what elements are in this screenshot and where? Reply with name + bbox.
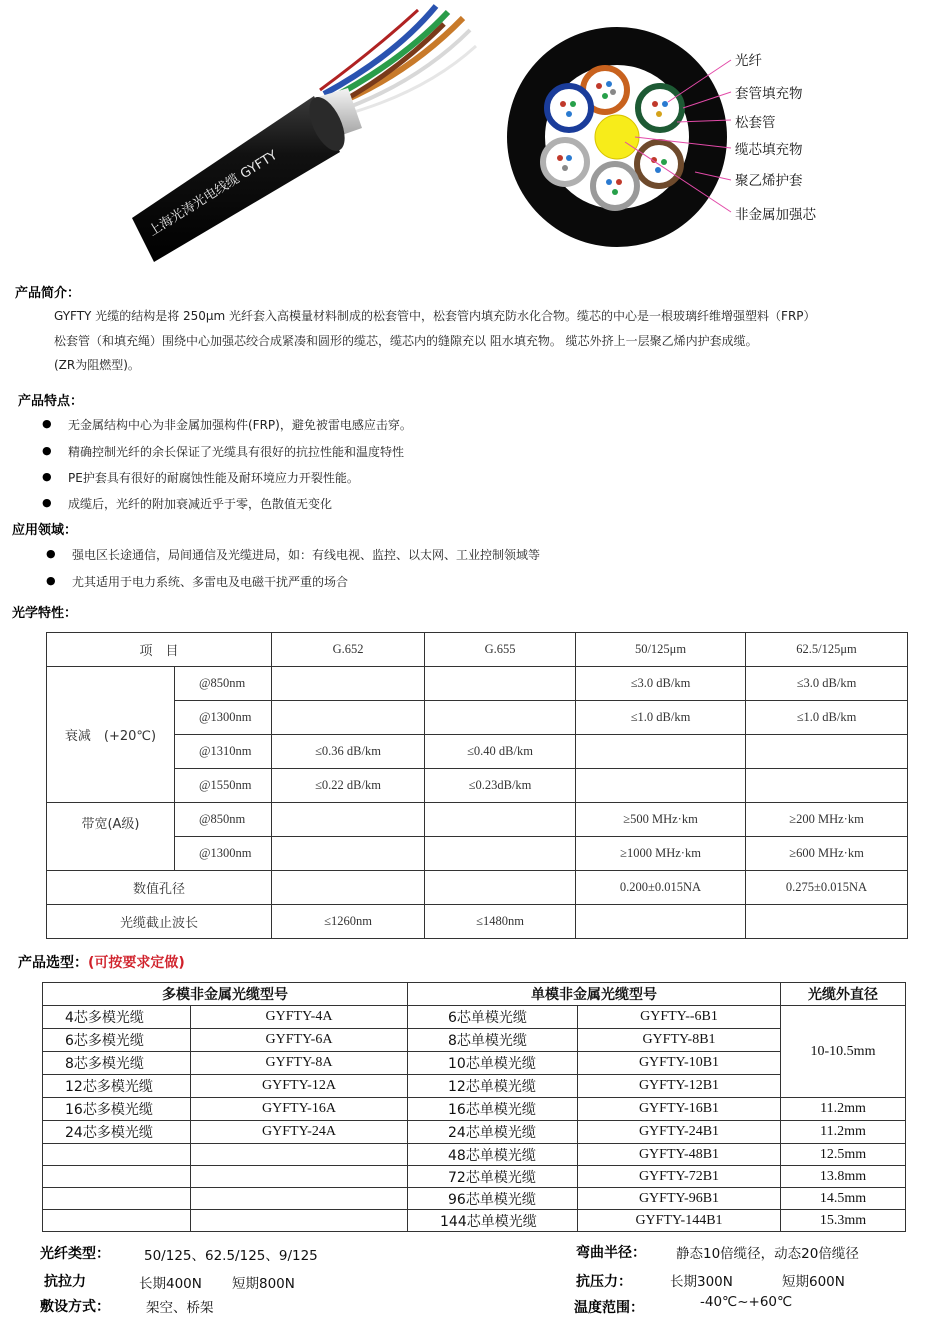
sm-model-cell: GYFTY-144B1 (578, 1210, 781, 1232)
value-cell (576, 735, 746, 769)
table-row (43, 1052, 906, 1075)
table-row (43, 1121, 906, 1144)
frp-strength-member (595, 115, 639, 159)
value-cell: ≤1.0 dB/km (746, 701, 908, 735)
intro-line-2: 松套管（和填充绳）围绕中心加强芯绞合成紧凑和圆形的缆芯，缆芯内的缝隙充以 阻水填充物。 缆芯外挤上一层聚乙烯内护套成缆。 (54, 334, 758, 348)
table-row (47, 735, 908, 769)
feature-item-4: 成缆后，光纤的附加衰减近乎于零，色散值无变化 (68, 497, 333, 511)
value-cell (746, 905, 908, 939)
feature-item-2: 精确控制光纤的余长保证了光缆具有很好的抗拉性能和温度特性 (68, 445, 405, 459)
header-mm625: 62.5/125μm (746, 633, 908, 667)
mm-model-cell (191, 1166, 408, 1188)
bullet-icon: ● (42, 417, 52, 430)
sm-name-cell: 10芯单模光缆 (408, 1052, 578, 1075)
table-row (43, 1029, 906, 1052)
crush-label: 抗压力： (576, 1274, 632, 1290)
value-cell: ≤0.23dB/km (425, 769, 576, 803)
mm-name-cell: 24芯多模光缆 (43, 1121, 191, 1144)
table-row (47, 667, 908, 701)
sm-model-cell: GYFTY-16B1 (578, 1098, 781, 1121)
selection-title (18, 952, 185, 972)
value-cell (272, 667, 425, 701)
wavelength-cell: @1310nm (175, 735, 272, 769)
value-cell (425, 701, 576, 735)
temperature-label: 温度范围： (574, 1300, 644, 1316)
mm-model-cell: GYFTY-16A (191, 1098, 408, 1121)
header-multimode: 多模非金属光缆型号 (43, 983, 408, 1006)
sm-model-cell: GYFTY-48B1 (578, 1144, 781, 1166)
mm-model-cell (191, 1188, 408, 1210)
value-cell: ≤3.0 dB/km (576, 667, 746, 701)
sm-name-cell: 48芯单模光缆 (408, 1144, 578, 1166)
value-cell (576, 769, 746, 803)
bend-radius-label: 弯曲半径： (576, 1245, 646, 1261)
bullet-icon: ● (42, 470, 52, 483)
crush-short-value: 短期600N (782, 1274, 845, 1290)
tensile-label: 抗拉力 (44, 1274, 86, 1290)
intro-line-1: GYFTY 光缆的结构是将 250μm 光纤套入高模量材料制成的松套管中，松套管内填充防水化合物。缆芯的中心是一根玻璃纤维增强塑料（FRP） (54, 309, 816, 323)
value-cell (576, 905, 746, 939)
tensile-short-value: 短期800N (232, 1276, 295, 1292)
value-cell: ≥600 MHz·km (746, 837, 908, 871)
applications-title: 应用领域： (12, 523, 78, 538)
value-cell (272, 837, 425, 871)
feature-item-1: 无金属结构中心为非金属加强构件(FRP)，避免被雷电感应击穿。 (68, 418, 412, 432)
table-row (47, 905, 908, 939)
sm-model-cell: GYFTY-8B1 (578, 1029, 781, 1052)
mm-name-cell: 4芯多模光缆 (43, 1006, 191, 1029)
table-row (43, 1210, 906, 1232)
header-g655: G.655 (425, 633, 576, 667)
sm-model-cell: GYFTY-72B1 (578, 1166, 781, 1188)
table-row (43, 1188, 906, 1210)
table-row (43, 1075, 906, 1098)
sm-name-cell: 24芯单模光缆 (408, 1121, 578, 1144)
label-tube-filler: 套管填充物 (735, 86, 803, 102)
wavelength-cell: @1300nm (175, 701, 272, 735)
label-strength-member: 非金属加强芯 (735, 207, 816, 223)
value-cell: ≤1480nm (425, 905, 576, 939)
application-item-2: 尤其适用于电力系统、多雷电及电磁干扰严重的场合 (72, 575, 349, 589)
label-core-filler: 缆芯填充物 (735, 142, 803, 158)
selection-title-text: 产品选型： (18, 955, 88, 971)
value-cell (425, 803, 576, 837)
mm-name-cell: 16芯多模光缆 (43, 1098, 191, 1121)
bullet-icon: ● (42, 444, 52, 457)
value-cell: ≤0.22 dB/km (272, 769, 425, 803)
value-cell: ≥200 MHz·km (746, 803, 908, 837)
bullet-icon: ● (46, 547, 56, 560)
sm-name-cell: 12芯单模光缆 (408, 1075, 578, 1098)
optical-properties-table (46, 632, 908, 939)
crush-long-value: 长期300N (670, 1274, 733, 1290)
value-cell: ≥500 MHz·km (576, 803, 746, 837)
mm-name-cell: 8芯多模光缆 (43, 1052, 191, 1075)
table-header-row (47, 633, 908, 667)
mm-model-cell: GYFTY-24A (191, 1121, 408, 1144)
table-header-row (43, 983, 906, 1006)
attenuation-label: 衰减 (+20℃) (47, 667, 175, 803)
cable-print-text: 上海光涛光电线缆 GYFTY (146, 147, 281, 240)
table-row (47, 871, 908, 905)
label-pe-sheath: 聚乙烯护套 (735, 173, 803, 189)
value-cell (425, 667, 576, 701)
mm-model-cell: GYFTY-4A (191, 1006, 408, 1029)
application-item-1: 强电区长途通信，局间通信及光缆进局，如：有线电视、监控、以太网、工业控制领域等 (72, 548, 541, 562)
fiber-type-label: 光纤类型： (40, 1246, 110, 1262)
table-row (43, 1006, 906, 1029)
value-cell: ≤3.0 dB/km (746, 667, 908, 701)
diameter-cell: 13.8mm (781, 1166, 906, 1188)
diameter-cell: 12.5mm (781, 1144, 906, 1166)
value-cell (746, 769, 908, 803)
header-g652: G.652 (272, 633, 425, 667)
cutoff-label: 光缆截止波长 (47, 905, 272, 939)
table-row (43, 1166, 906, 1188)
sm-name-cell: 16芯单模光缆 (408, 1098, 578, 1121)
laying-label: 敷设方式： (40, 1299, 110, 1315)
diameter-cell: 15.3mm (781, 1210, 906, 1232)
mm-name-cell (43, 1166, 191, 1188)
table-row (43, 1144, 906, 1166)
fiber-type-value: 50/125、62.5/125、9/125 (144, 1248, 318, 1264)
mm-name-cell: 12芯多模光缆 (43, 1075, 191, 1098)
value-cell (425, 837, 576, 871)
value-cell: ≤0.36 dB/km (272, 735, 425, 769)
bullet-icon: ● (46, 574, 56, 587)
bandwidth-label: 带宽(A级) (47, 803, 175, 871)
mm-model-cell (191, 1144, 408, 1166)
sm-model-cell: GYFTY-12B1 (578, 1075, 781, 1098)
wavelength-cell: @1300nm (175, 837, 272, 871)
sm-model-cell: GYFTY-10B1 (578, 1052, 781, 1075)
label-loose-tube: 松套管 (735, 115, 776, 131)
value-cell: ≤1.0 dB/km (576, 701, 746, 735)
na-label: 数值孔径 (47, 871, 272, 905)
diameter-cell: 11.2mm (781, 1121, 906, 1144)
value-cell (272, 701, 425, 735)
temperature-value: -40℃~+60℃ (700, 1294, 793, 1310)
mm-name-cell (43, 1144, 191, 1166)
value-cell: ≤0.40 dB/km (425, 735, 576, 769)
header-mm50: 50/125μm (576, 633, 746, 667)
table-row (47, 803, 908, 837)
mm-name-cell (43, 1188, 191, 1210)
value-cell (272, 803, 425, 837)
value-cell: 0.275±0.015NA (746, 871, 908, 905)
mm-name-cell (43, 1210, 191, 1232)
sm-name-cell: 96芯单模光缆 (408, 1188, 578, 1210)
sm-model-cell: GYFTY--6B1 (578, 1006, 781, 1029)
table-row (47, 701, 908, 735)
sm-name-cell: 144芯单模光缆 (408, 1210, 578, 1232)
sm-name-cell: 6芯单模光缆 (408, 1006, 578, 1029)
mm-model-cell (191, 1210, 408, 1232)
wavelength-cell: @1550nm (175, 769, 272, 803)
diameter-cell: 14.5mm (781, 1188, 906, 1210)
mm-model-cell: GYFTY-12A (191, 1075, 408, 1098)
diameter-merged-cell: 10-10.5mm (781, 1006, 906, 1098)
table-row (47, 769, 908, 803)
mm-name-cell: 6芯多模光缆 (43, 1029, 191, 1052)
bend-radius-value: 静态10倍缆径，动态20倍缆径 (676, 1246, 859, 1262)
value-cell: ≥1000 MHz·km (576, 837, 746, 871)
feature-item-3: PE护套具有很好的耐腐蚀性能及耐环境应力开裂性能。 (68, 471, 359, 485)
diameter-cell: 11.2mm (781, 1098, 906, 1121)
value-cell: 0.200±0.015NA (576, 871, 746, 905)
product-selection-table (42, 982, 906, 1232)
value-cell (425, 871, 576, 905)
value-cell: ≤1260nm (272, 905, 425, 939)
selection-note: (可按要求定做) (88, 955, 185, 971)
sm-model-cell: GYFTY-24B1 (578, 1121, 781, 1144)
features-title: 产品特点： (18, 394, 84, 409)
sm-model-cell: GYFTY-96B1 (578, 1188, 781, 1210)
header-diameter: 光缆外直径 (781, 983, 906, 1006)
cross-section-diagram (505, 12, 925, 262)
value-cell (272, 871, 425, 905)
bullet-icon: ● (42, 496, 52, 509)
header-singlemode: 单模非金属光缆型号 (408, 983, 781, 1006)
sm-name-cell: 72芯单模光缆 (408, 1166, 578, 1188)
wavelength-cell: @850nm (175, 667, 272, 701)
optical-title: 光学特性： (12, 606, 78, 621)
header-item: 项 目 (47, 633, 272, 667)
laying-value: 架空、桥架 (146, 1300, 214, 1316)
tensile-long-value: 长期400N (139, 1276, 202, 1292)
cable-photo (118, 4, 478, 266)
mm-model-cell: GYFTY-8A (191, 1052, 408, 1075)
intro-title: 产品简介： (15, 286, 81, 301)
table-row (47, 837, 908, 871)
sm-name-cell: 8芯单模光缆 (408, 1029, 578, 1052)
value-cell (746, 735, 908, 769)
intro-line-3: (ZR为阻燃型)。 (54, 358, 140, 372)
table-row (43, 1098, 906, 1121)
label-fiber: 光纤 (735, 53, 762, 69)
mm-model-cell: GYFTY-6A (191, 1029, 408, 1052)
wavelength-cell: @850nm (175, 803, 272, 837)
